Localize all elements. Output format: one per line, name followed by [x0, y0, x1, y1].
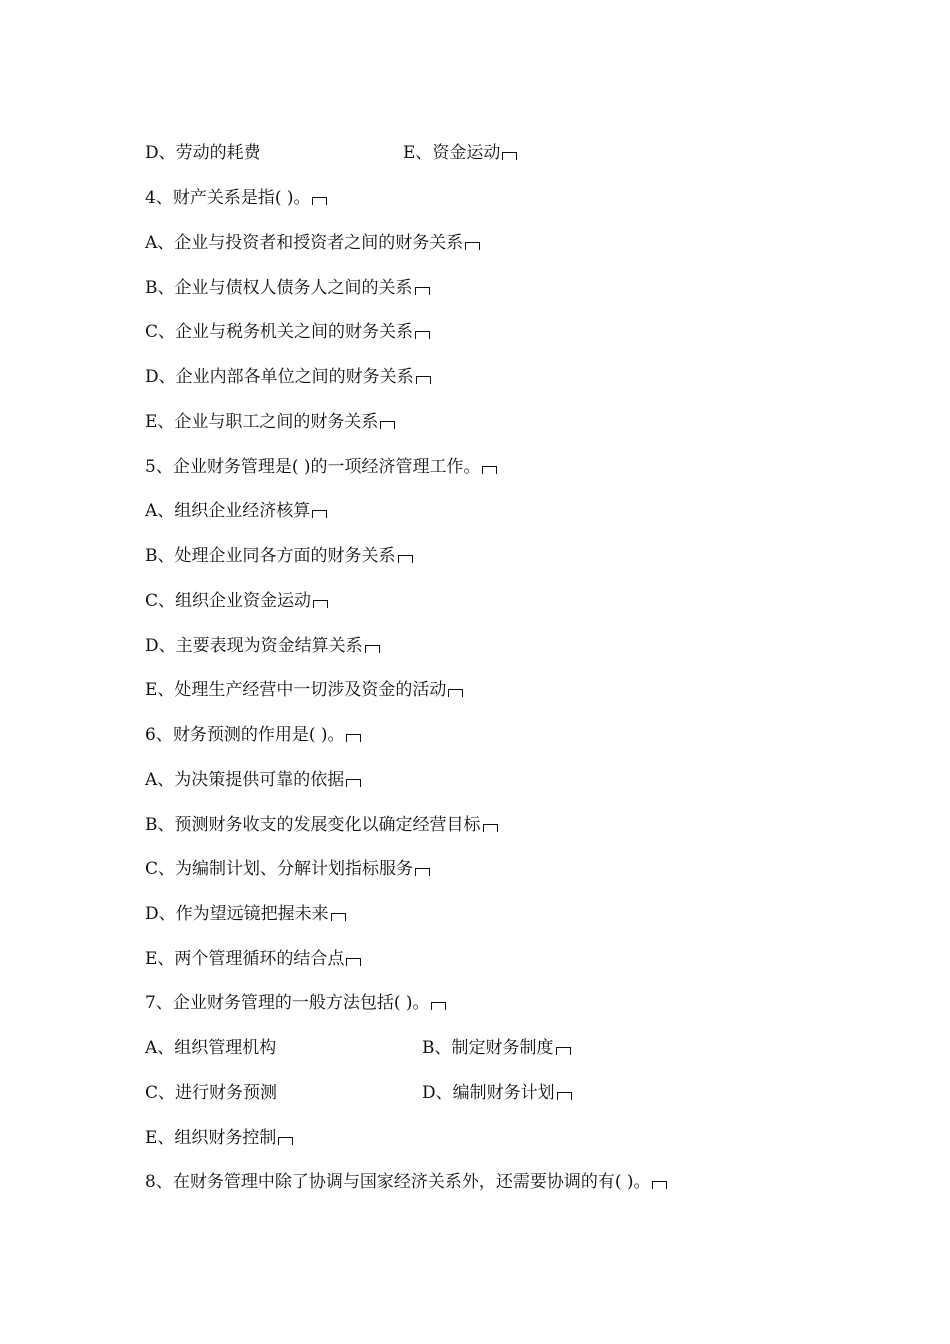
paragraph-mark-icon: [313, 600, 328, 608]
option-text: D、劳动的耗费: [145, 143, 261, 163]
option-4c: [145, 320, 430, 344]
paragraph-mark-icon: [556, 1047, 571, 1055]
paragraph-mark-icon: [416, 376, 431, 384]
paragraph-mark-icon: [346, 958, 361, 966]
option-text: B、处理企业同各方面的财务关系: [145, 546, 396, 566]
option-text-e: E、资金运动: [403, 143, 501, 163]
option-4b: [145, 276, 430, 300]
option-text: E、企业与职工之间的财务关系: [145, 412, 379, 432]
paragraph-mark-icon: [557, 1092, 572, 1100]
option-text: E、两个管理循环的结合点: [145, 949, 345, 969]
option-6a: [145, 768, 361, 792]
option-text: B、预测财务收支的发展变化以确定经营目标: [145, 815, 481, 835]
line-d-labor: [145, 141, 501, 165]
option-5d: [145, 634, 380, 658]
question-5: [145, 455, 497, 479]
option-text: C、进行财务预测: [145, 1083, 278, 1103]
question-6: [145, 723, 361, 747]
paragraph-mark-icon: [482, 466, 497, 474]
paragraph-mark-icon: [380, 421, 395, 429]
question-7: [145, 991, 446, 1015]
paragraph-mark-icon: [465, 242, 480, 250]
option-5e: [145, 678, 463, 702]
option-text: B、企业与债权人债务人之间的关系: [145, 278, 413, 298]
option-text: A、企业与投资者和授资者之间的财务关系: [145, 233, 464, 253]
paragraph-mark-icon: [365, 645, 380, 653]
option-5a: [145, 499, 327, 523]
question-text: 6、财务预测的作用是( )。: [145, 725, 345, 745]
paragraph-mark-icon: [415, 287, 430, 295]
question-text: 4、财产关系是指( )。: [145, 188, 311, 208]
paragraph-mark-icon: [431, 1002, 446, 1010]
paragraph-mark-icon: [652, 1181, 667, 1189]
option-text: C、为编制计划、分解计划指标服务: [145, 859, 414, 879]
option-text-b: B、制定财务制度: [422, 1038, 554, 1058]
option-7cd: [145, 1081, 555, 1105]
option-7e: [145, 1126, 293, 1150]
paragraph-mark-icon: [415, 868, 430, 876]
option-text: A、组织管理机构: [145, 1038, 277, 1058]
paragraph-mark-icon: [483, 824, 498, 832]
option-4e: [145, 410, 395, 434]
option-5b: [145, 544, 413, 568]
paragraph-mark-icon: [312, 510, 327, 518]
option-4d: [145, 365, 431, 389]
question-text: 7、企业财务管理的一般方法包括( )。: [145, 993, 430, 1013]
option-text-second: [422, 1081, 572, 1105]
option-text-second: [403, 141, 517, 165]
option-text: E、组织财务控制: [145, 1128, 277, 1148]
option-4a: [145, 231, 480, 255]
option-6c: [145, 857, 430, 881]
option-text: D、主要表现为资金结算关系: [145, 636, 363, 656]
option-6e: [145, 947, 361, 971]
paragraph-mark-icon: [346, 779, 361, 787]
paragraph-mark-icon: [502, 152, 517, 160]
option-text-second: [422, 1036, 571, 1060]
option-text: C、组织企业资金运动: [145, 591, 312, 611]
question-text: 8、在财务管理中除了协调与国家经济关系外，还需要协调的有( )。: [145, 1172, 651, 1192]
option-text: A、为决策提供可靠的依据: [145, 770, 345, 790]
paragraph-mark-icon: [448, 689, 463, 697]
paragraph-mark-icon: [278, 1137, 293, 1145]
option-5c: [145, 589, 328, 613]
option-text: E、处理生产经营中一切涉及资金的活动: [145, 680, 447, 700]
option-text: C、企业与税务机关之间的财务关系: [145, 322, 414, 342]
paragraph-mark-icon: [398, 555, 413, 563]
paragraph-mark-icon: [312, 197, 327, 205]
option-text-d: D、编制财务计划: [422, 1083, 555, 1103]
option-6b: [145, 813, 498, 837]
paragraph-mark-icon: [415, 331, 430, 339]
option-7ab: [145, 1036, 554, 1060]
paragraph-mark-icon: [346, 734, 361, 742]
paragraph-mark-icon: [331, 913, 346, 921]
question-text: 5、企业财务管理是( )的一项经济管理工作。: [145, 457, 481, 477]
option-text: D、作为望远镜把握未来: [145, 904, 329, 924]
question-4: [145, 186, 327, 210]
option-6d: [145, 902, 346, 926]
option-text: D、企业内部各单位之间的财务关系: [145, 367, 414, 387]
question-8: [145, 1170, 667, 1194]
option-text: A、组织企业经济核算: [145, 501, 311, 521]
